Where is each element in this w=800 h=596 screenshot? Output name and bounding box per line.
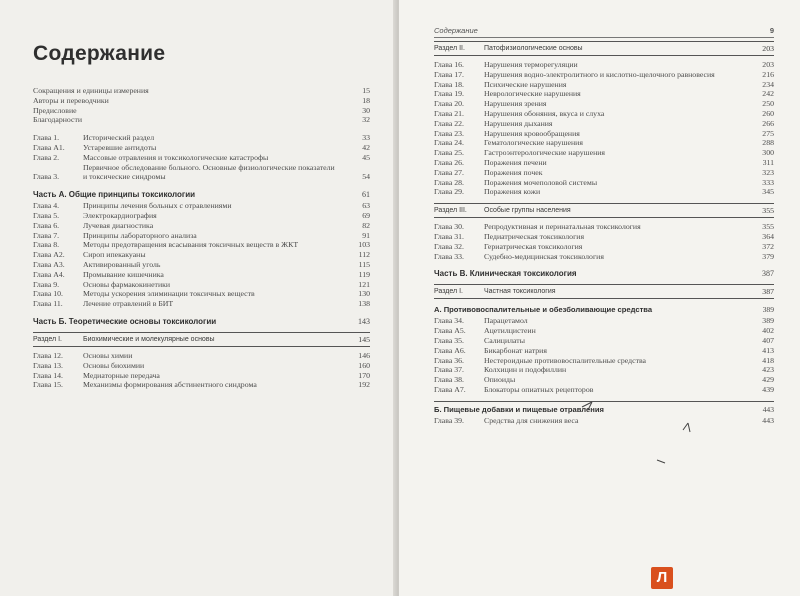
subsection-a-chapters — [434, 316, 774, 394]
toc-entry: Глава А7. Блокаторы опиатных рецепторов 439 — [434, 384, 774, 394]
section-heading: Раздел I. Биохимические и молекулярные основы 145 — [33, 332, 370, 347]
toc-entry: Глава А3. Активированный уголь 115 — [33, 259, 370, 269]
part-b-chapters — [33, 351, 370, 390]
subsection-b-chapters — [434, 416, 774, 426]
toc-entry: Глава 29. Поражения кожи 345 — [434, 187, 774, 197]
toc-entry: Глава 34. Парацетамол 389 — [434, 316, 774, 326]
toc-entry: Глава 15. Механизмы формирования абстинентного синдрома 192 — [33, 380, 370, 390]
toc-entry: Глава 5. Электрокардиография 69 — [33, 210, 370, 220]
toc-entry: Глава 31. Педиатрическая токсикология 364 — [434, 231, 774, 241]
part-v-heading: Часть В. Клиническая токсикология 387 — [434, 269, 774, 279]
toc-entry: Глава 26. Поражения печени 311 — [434, 157, 774, 167]
toc-entry: Глава 22. Нарушения дыхания 266 — [434, 118, 774, 128]
toc-entry: Глава 37. Колхицин и подофиллин 423 — [434, 365, 774, 375]
toc-entry: Глава 12. Основы химии 146 — [33, 350, 370, 360]
toc-entry: Глава 16. Нарушения терморегуляции 203 — [434, 60, 774, 69]
page-title: Содержание — [33, 42, 166, 65]
toc-entry: Глава 38. Опиоиды 429 — [434, 375, 774, 385]
toc-entry: Авторы и переводчики 18 — [33, 95, 370, 105]
toc-entry: Глава 11. Лечение отравлений в БИТ 138 — [33, 299, 370, 309]
section-3-chapters — [434, 222, 774, 261]
toc-entry: Глава 17. Нарушения водно-электролитного и кислотно-щелочного равновесия 216 — [434, 69, 774, 79]
toc-entry: Глава 27. Поражения почек 323 — [434, 167, 774, 177]
toc-entry: Глава 33. Судебно-медицинская токсикология 379 — [434, 251, 774, 261]
toc-entry: Глава 39. Средства для снижения веса 443 — [434, 415, 774, 425]
toc-entry: Глава А4. Промывание кишечника 119 — [33, 269, 370, 279]
toc-entry: Глава 23. Нарушения кровообращения 275 — [434, 128, 774, 138]
part-a-heading: Часть А. Общие принципы токсикологии 61 — [33, 190, 370, 200]
toc-entry: Глава 19. Неврологические нарушения 242 — [434, 89, 774, 99]
toc-entry: Глава 21. Нарушения обоняния, вкуса и слуха 260 — [434, 108, 774, 118]
toc-entry: Глава 32. Гериатрическая токсикология 372 — [434, 241, 774, 251]
toc-entry: Сокращения и единицы измерения 15 — [33, 86, 370, 95]
toc-entry: Глава 3. Первичное обследование больного. Основные физиологические показатели и токсические синдромы 54 — [33, 162, 370, 182]
toc-entry: Глава 1. Исторический раздел 33 — [33, 133, 370, 143]
page-number: 9 — [769, 26, 774, 35]
toc-entry: Глава 28. Поражения мочеполовой системы 333 — [434, 177, 774, 187]
section-heading: Раздел II. Патофизиологические основы 203 — [434, 41, 774, 56]
toc-entry: Глава 35. Салицилаты 407 — [434, 335, 774, 345]
part-b-heading: Часть Б. Теоретические основы токсикологии 143 — [33, 316, 370, 326]
toc-entry: Глава А2. Сироп ипекакуаны 112 — [33, 250, 370, 260]
toc-entry: Глава 30. Репродуктивная и перинатальная токсикология 355 — [434, 222, 774, 232]
toc-entry: Предисловие 30 — [33, 105, 370, 115]
left-page — [0, 0, 396, 596]
toc-entry: Глава 14. Медиаторные передача 170 — [33, 370, 370, 380]
toc-entry: Благодарности 32 — [33, 115, 370, 125]
section-heading: Раздел I. Частная токсикология 387 — [434, 284, 774, 299]
toc-entry: Глава 10. Методы ускорения элиминации токсичных веществ 130 — [33, 289, 370, 299]
toc-entry: Глава 36. Нестероидные противовоспалительные средства 418 — [434, 355, 774, 365]
toc-entry: Глава А6. Бикарбонат натрия 413 — [434, 345, 774, 355]
subsection-b-heading: Б. Пищевые добавки и пищевые отравления 443 — [434, 401, 774, 414]
toc-entry: Глава 20. Нарушения зрения 250 — [434, 99, 774, 109]
toc-entry: Глава 13. Основы биохимии 160 — [33, 360, 370, 370]
intro-chapters — [33, 133, 370, 182]
toc-entry: Глава 25. Гастроэнтерологические нарушения 300 — [434, 148, 774, 158]
running-head: Содержание 9 — [434, 0, 774, 38]
toc-entry: Глава 4. Принципы лечения больных с отравлениями 63 — [33, 201, 370, 211]
right-page — [399, 0, 800, 596]
toc-entry: Глава А5. Ацетилцистеин 402 — [434, 326, 774, 336]
toc-entry: Глава 9. Основы фармакокинетики 121 — [33, 279, 370, 289]
front-matter — [33, 86, 370, 125]
section-2-chapters — [434, 60, 774, 197]
toc-entry: Глава 2. Массовые отравления и токсикологические катастрофы 45 — [33, 152, 370, 162]
subsection-a-heading: А. Противовоспалительные и обезболивающие средства 389 — [434, 305, 774, 315]
toc-entry: Глава 6. Лучевая диагностика 82 — [33, 220, 370, 230]
toc-entry: Глава 7. Принципы лабораторного анализа 91 — [33, 230, 370, 240]
part-a-chapters — [33, 201, 370, 309]
toc-entry: Глава А1. Устаревшие антидоты 42 — [33, 142, 370, 152]
toc-entry: Глава 24. Гематологические нарушения 288 — [434, 138, 774, 148]
publisher-logo: Л — [651, 567, 673, 589]
section-heading: Раздел III. Особые группы населения 355 — [434, 203, 774, 218]
toc-entry: Глава 8. Методы предотвращения всасывания токсичных веществ в ЖКТ 103 — [33, 240, 370, 250]
toc-entry: Глава 18. Психические нарушения 234 — [434, 79, 774, 89]
